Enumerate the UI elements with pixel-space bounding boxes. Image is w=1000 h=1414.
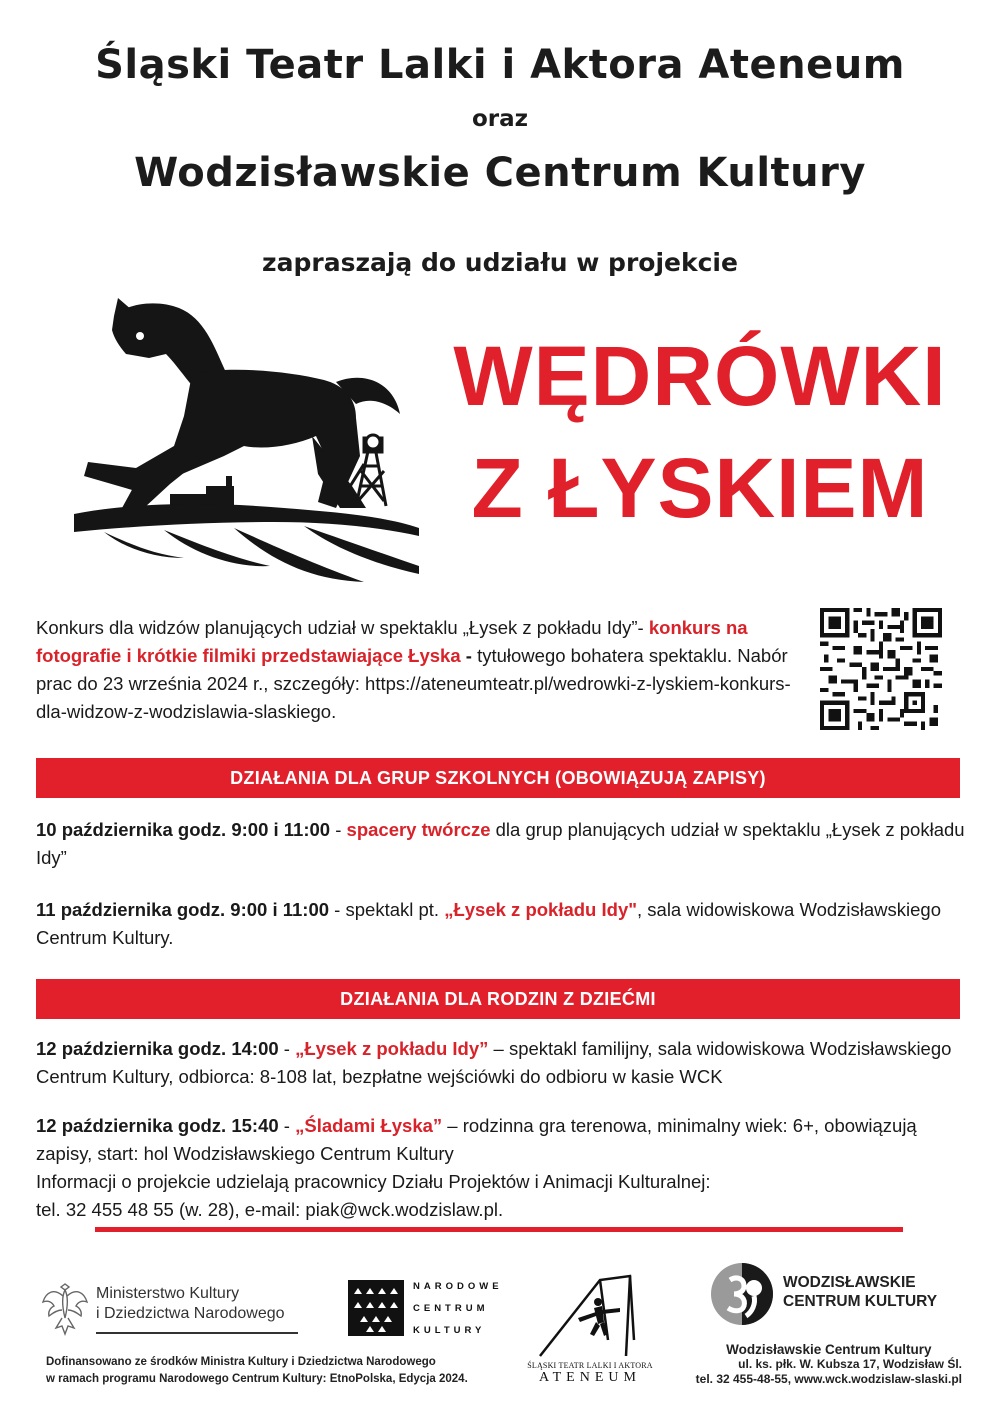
event-highlight: spacery twórcze (346, 819, 491, 840)
event-highlight: „Łysek z pokładu Idy" (444, 899, 637, 920)
event-sep: - spektakl pt. (329, 899, 445, 920)
horse-mine-illustration (74, 296, 424, 590)
event-sep: - (278, 1038, 296, 1059)
funding-note (46, 1354, 468, 1388)
section-heading-school: DZIAŁANIA DLA GRUP SZKOLNYCH (OBOWIĄZUJĄ ZAPISY) (36, 758, 960, 798)
divider (95, 1227, 903, 1232)
organizer-title-ateneum: Śląski Teatr Lalki i Aktora Ateneum (95, 42, 905, 88)
event-desc: – spektakl familijny, sala widowiskowa Wodzisławskiego Centrum Kultury, odbiorca: 8-108 lat, bezpłatne wejściówki do odbioru w kasie WCK (36, 1038, 952, 1087)
intro-dash: - (460, 645, 478, 666)
contact-info-line2[interactable]: tel. 32 455 48 55 (w. 28), e-mail: piak@wck.wodzislaw.pl. (36, 1199, 504, 1220)
mkidn-line1: Ministerstwo Kultury (96, 1285, 240, 1302)
wck-logo-line1: WODZISŁAWSKIE (783, 1274, 916, 1291)
event-date: 12 października godz. 15:40 (36, 1115, 279, 1136)
event-item (36, 1035, 966, 1091)
project-title-line1: WĘDRÓWKI (453, 329, 947, 423)
event-highlight: „Łysek z pokładu Idy” (295, 1038, 489, 1059)
wck-contact[interactable]: tel. 32 455-48-55, www.wck.wodzislaw-slaski.pl (695, 1372, 962, 1386)
contact-info (36, 1168, 966, 1224)
polish-eagle-icon (40, 1278, 90, 1336)
project-title-line2: Z ŁYSKIEM (471, 441, 929, 535)
event-item (36, 1112, 966, 1168)
ground-icon (74, 504, 419, 582)
event-desc: dla grup planujących udział w spektaklu „Łysek z pokładu Idy” (36, 819, 965, 868)
mkidn-logo-text (96, 1284, 285, 1324)
event-sep: - (278, 1115, 296, 1136)
intro-highlight: konkurs na fotografie i krótkie filmiki przedstawiające Łyska (36, 617, 748, 666)
wck-address-block (696, 1342, 962, 1387)
qr-code[interactable] (820, 608, 942, 730)
funding-line2: w ramach programu Narodowego Centrum Kultury: EtnoPolska, Edycja 2024. (46, 1373, 468, 1385)
event-highlight: „Śladami Łyska” (295, 1115, 443, 1136)
intro-paragraph (36, 614, 796, 726)
invite-text: zapraszają do udziału w projekcie (262, 248, 738, 277)
event-date: 11 października godz. 9:00 i 11:00 (36, 899, 330, 920)
conjunction-text: oraz (471, 106, 529, 132)
intro-text-2[interactable]: tytułowego bohatera spektaklu. Nabór prac do 23 września 2024 r., szczegóły: https://ateneumteatr.pl/wedrowki-z-lyskiem-konkurs-dla-widzow-z-wodzislawia-slaskiego. (36, 645, 791, 722)
ateneum-logo-icon (530, 1270, 650, 1362)
nck-logo-text (413, 1276, 503, 1342)
intro-text-1: Konkurs dla widzów planujących udział w spektaklu „Łysek z pokładu Idy”- (36, 617, 649, 638)
wck-logo-text (783, 1273, 937, 1311)
event-sep: - (330, 819, 347, 840)
event-item (36, 896, 966, 952)
contact-info-line1: Informacji o projekcie udzielają pracownicy Działu Projektów i Animacji Kulturalnej: (36, 1171, 711, 1192)
funding-line1: Dofinansowano ze środków Ministra Kultury i Dziedzictwa Narodowego (46, 1356, 436, 1368)
mkidn-underline (96, 1332, 298, 1334)
event-desc: , sala widowiskowa Wodzisławskiego Centrum Kultury. (36, 899, 942, 948)
event-date: 10 października godz. 9:00 i 11:00 (36, 819, 331, 840)
ateneum-line2: ATENEUM (539, 1370, 641, 1385)
event-date: 12 października godz. 14:00 (36, 1038, 279, 1059)
wck-address: ul. ks. płk. W. Kubsza 17, Wodzisław Śl. (738, 1357, 962, 1371)
mkidn-line2: i Dziedzictwa Narodowego (96, 1305, 285, 1322)
nck-line2: CENTRUM (413, 1303, 489, 1314)
event-item (36, 816, 966, 872)
wck-name: Wodzisławskie Centrum Kultury (726, 1342, 932, 1357)
ateneum-line1: ŚLĄSKI TEATR LALKI I AKTORA (527, 1361, 653, 1370)
horse-icon (84, 298, 400, 508)
wck-logo-line2: CENTRUM KULTURY (783, 1293, 938, 1310)
organizer-title-wck: Wodzisławskie Centrum Kultury (134, 150, 866, 196)
nck-logo-icon (348, 1280, 404, 1336)
event-desc: – rodzinna gra terenowa, minimalny wiek: 6+, obowiązują zapisy, start: hol Wodzisławskiego Centrum Kultury (36, 1115, 917, 1164)
nck-line1: NARODOWE (413, 1281, 503, 1292)
section-heading-family: DZIAŁANIA DLA RODZIN Z DZIEĆMI (36, 979, 960, 1019)
nck-line3: KULTURY (413, 1325, 486, 1336)
wck-logo-icon (710, 1262, 774, 1326)
